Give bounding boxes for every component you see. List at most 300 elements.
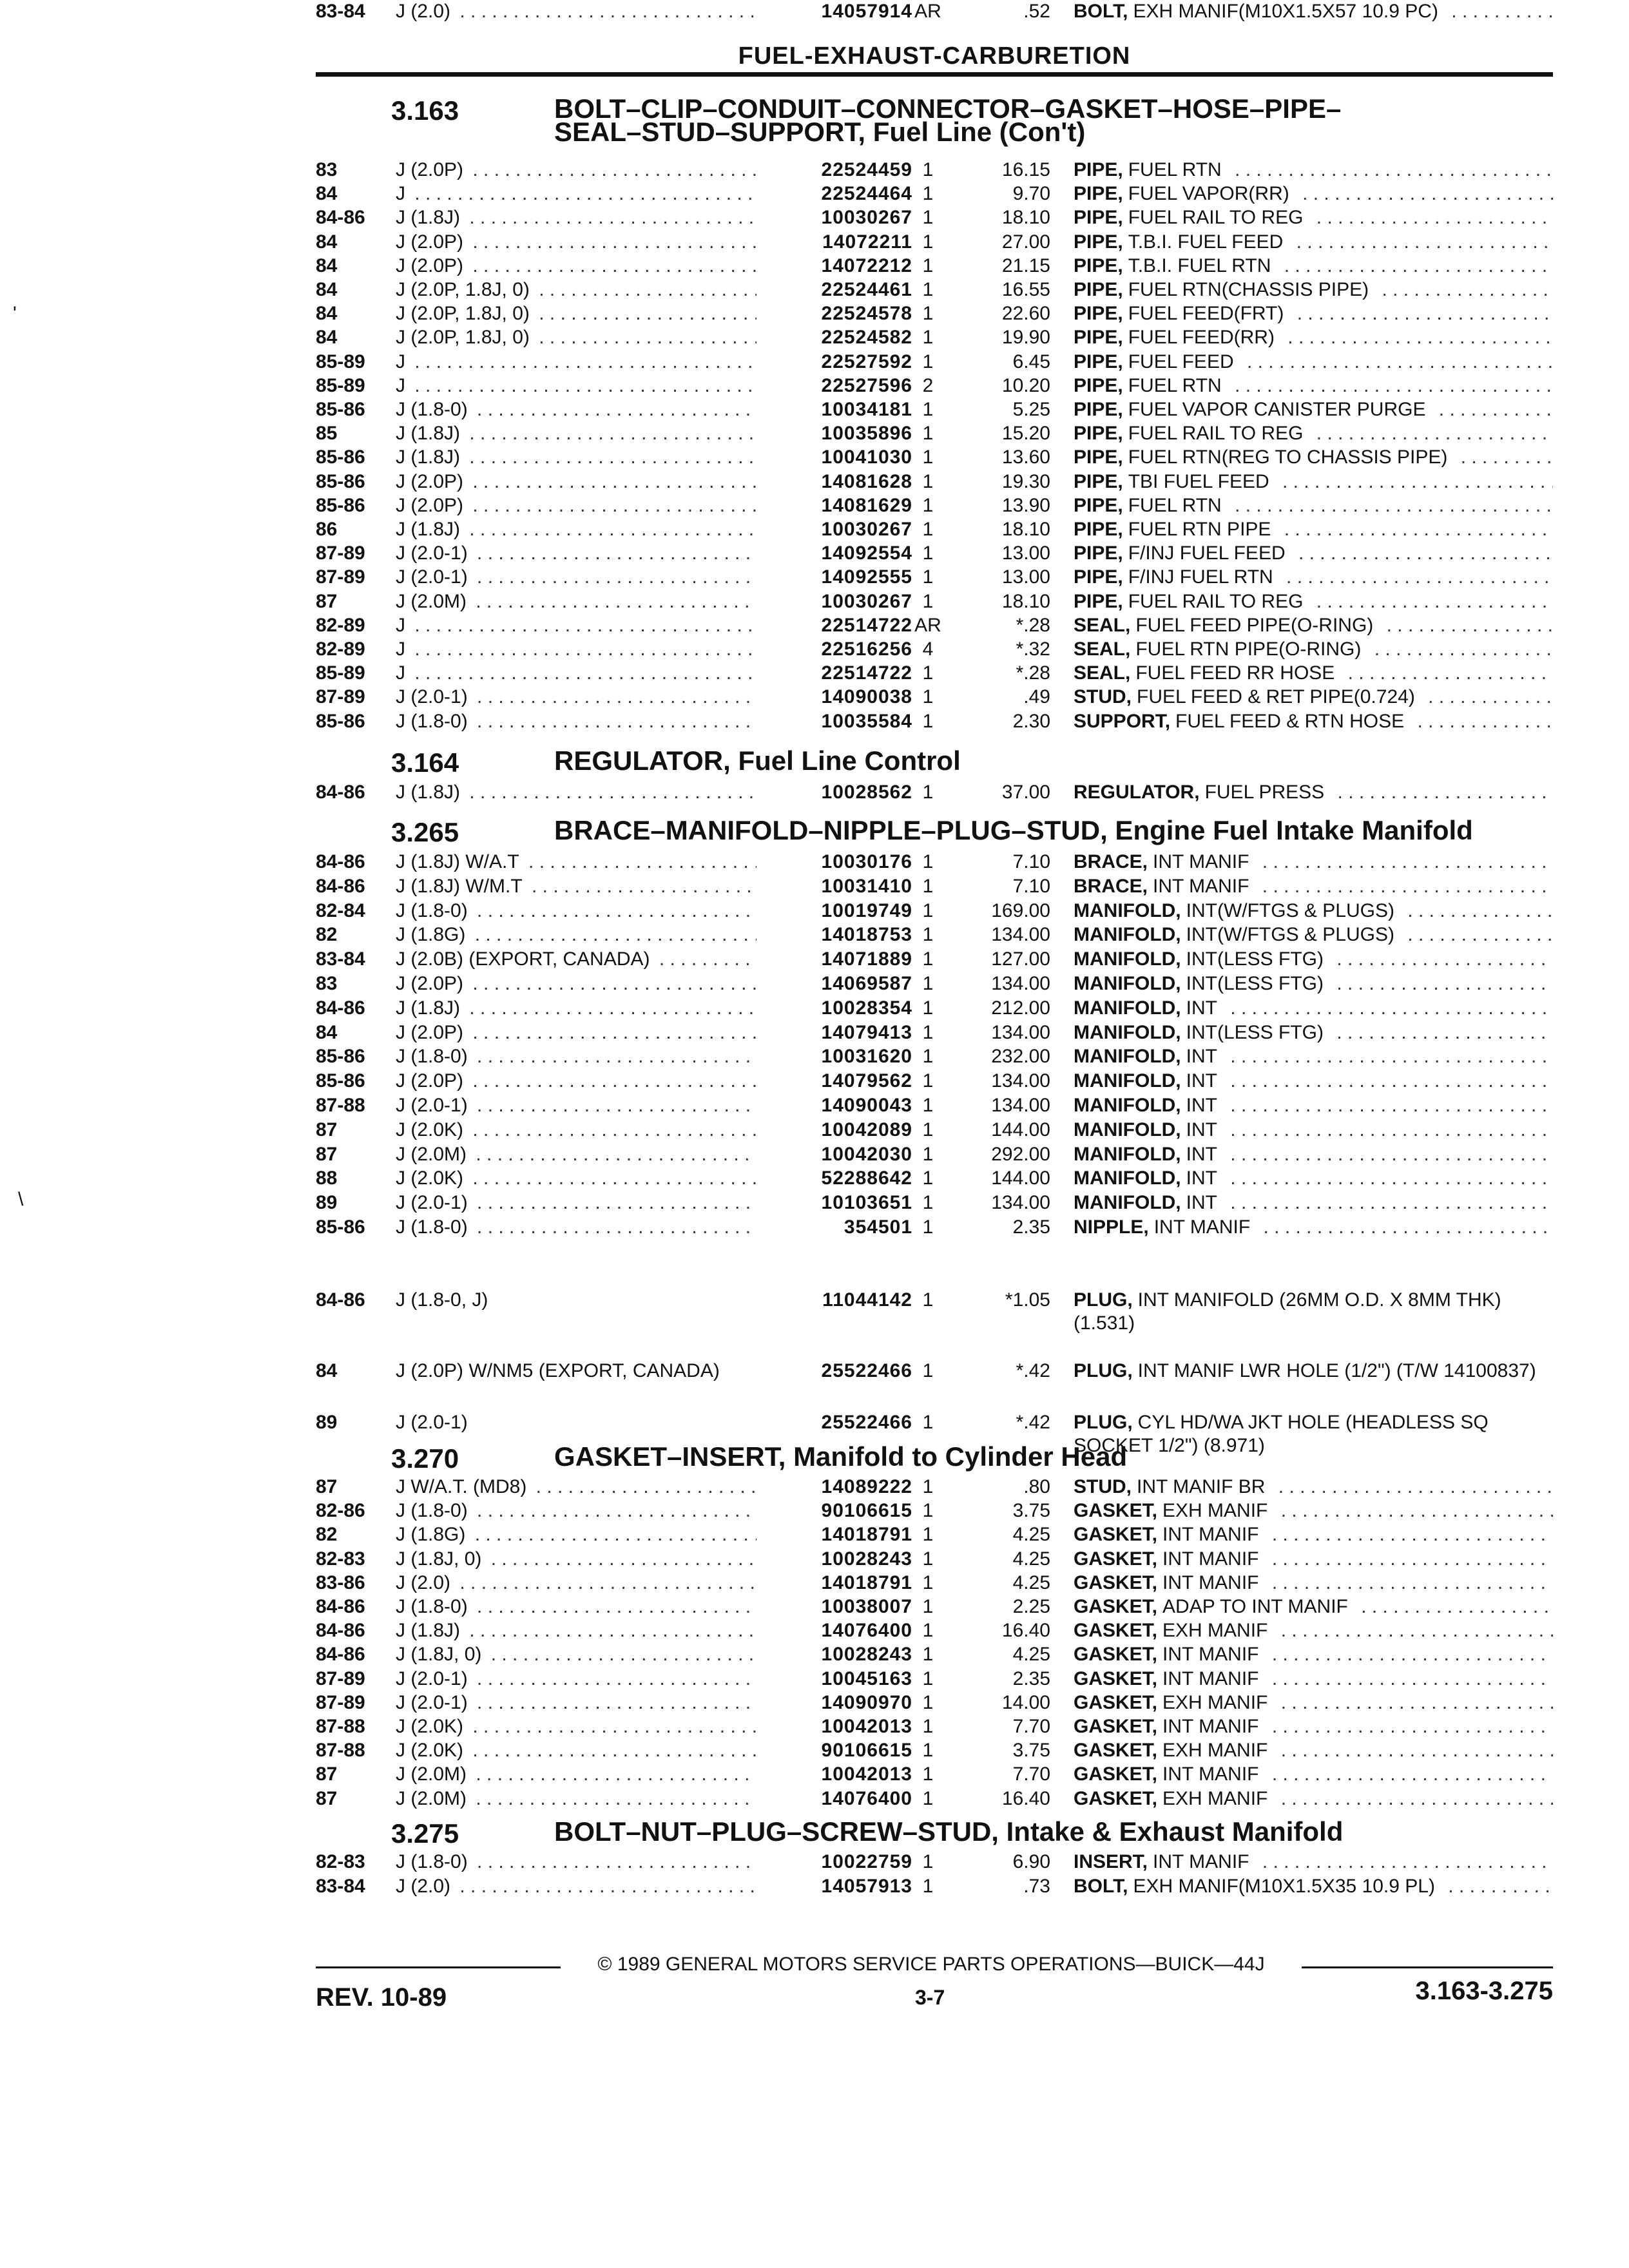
description-detail: INT MANIF	[1157, 1763, 1262, 1785]
description-noun: MANIFOLD,	[1074, 1168, 1181, 1189]
quantity: 1	[922, 948, 934, 970]
description	[1074, 231, 1553, 254]
part-number: 10042013	[821, 1716, 912, 1737]
description	[1074, 1643, 1553, 1666]
price: 13.00	[1001, 543, 1050, 564]
quantity: 1	[922, 899, 934, 921]
section-number: 3.265	[391, 817, 459, 847]
table-row	[0, 1875, 1629, 1898]
model-year: 87	[316, 590, 338, 612]
section-title: GASKET–INSERT, Manifold to Cylinder Head	[554, 1441, 1128, 1472]
description-detail: INT(W/FTGS & PLUGS)	[1181, 924, 1398, 945]
model-year: 85-86	[316, 470, 365, 492]
quantity: 1	[922, 543, 934, 564]
part-number: 22524464	[821, 183, 912, 205]
model-year: 85-86	[316, 1216, 365, 1238]
description	[1074, 302, 1553, 325]
description-detail: INT	[1181, 997, 1221, 1019]
description	[1074, 1619, 1553, 1642]
quantity: 1	[922, 1787, 934, 1809]
description-detail: FUEL RTN(CHASSIS PIPE)	[1123, 279, 1373, 300]
part-number: 10028243	[821, 1644, 912, 1666]
table-row	[0, 374, 1629, 398]
description	[1074, 1763, 1553, 1786]
application: J (2.0P) . . .	[396, 1070, 757, 1093]
description-noun: GASKET,	[1074, 1644, 1158, 1666]
section-number: 3.270	[391, 1443, 459, 1474]
application: J (1.8J) . . .	[396, 422, 757, 445]
description-detail: FUEL RAIL TO REG	[1123, 423, 1307, 444]
model-year: 89	[316, 1192, 338, 1214]
table-row	[0, 1691, 1629, 1715]
table-row	[0, 1787, 1629, 1811]
model-year: 85-86	[316, 494, 365, 516]
description-noun: GASKET,	[1074, 1667, 1158, 1689]
description-detail: FUEL PRESS	[1200, 782, 1329, 803]
table-row	[0, 1143, 1629, 1166]
application: J (1.8J, 0) . . .	[396, 1548, 757, 1571]
description-noun: GASKET,	[1074, 1716, 1158, 1737]
table-row	[0, 997, 1629, 1020]
description-noun: PIPE,	[1074, 470, 1123, 492]
price: 16.15	[1001, 159, 1050, 180]
description	[1074, 446, 1553, 469]
quantity: 1	[922, 1289, 934, 1311]
description	[1074, 542, 1553, 565]
quantity: 1	[922, 1046, 934, 1068]
model-year: 85-86	[316, 399, 365, 420]
application: J (2.0-1)	[396, 1411, 757, 1457]
part-number: 14081629	[821, 494, 912, 516]
part-number: 10041030	[821, 447, 912, 468]
table-row	[0, 875, 1629, 898]
quantity: 1	[922, 924, 934, 946]
description-noun: PIPE,	[1074, 423, 1123, 445]
part-number: 14057913	[821, 1876, 912, 1897]
description-detail: INT	[1181, 1070, 1221, 1091]
quantity: 1	[922, 399, 934, 420]
part-number: 14018791	[821, 1524, 912, 1546]
quantity: 1	[922, 1021, 934, 1043]
model-year: 85-86	[316, 1070, 365, 1092]
part-number: 10035584	[821, 710, 912, 732]
description	[1074, 899, 1553, 923]
description-detail: INT(LESS FTG)	[1181, 1022, 1327, 1043]
application: J (1.8-0) . . .	[396, 1216, 757, 1239]
description	[1074, 1595, 1553, 1619]
part-number: 14018753	[821, 924, 912, 946]
table-row	[0, 1167, 1629, 1190]
description-noun: GASKET,	[1074, 1524, 1158, 1546]
application: J (1.8-0) . . .	[396, 1850, 757, 1874]
application: J (2.0P, 1.8J, 0) . . .	[396, 278, 757, 302]
description-noun: MANIFOLD,	[1074, 1070, 1181, 1092]
application: J . . .	[396, 374, 757, 398]
quantity: 1	[922, 1644, 934, 1666]
description-detail: INT MANIF	[1157, 1716, 1262, 1737]
price: *1.05	[1005, 1289, 1050, 1311]
application: J (1.8J) . . .	[396, 518, 757, 541]
part-number: 14090038	[821, 686, 912, 708]
description-noun: PIPE,	[1074, 279, 1123, 300]
model-year: 84	[316, 255, 338, 276]
part-number: 14092555	[821, 566, 912, 588]
table-row	[0, 494, 1629, 517]
description-noun: SEAL,	[1074, 614, 1131, 636]
application: J (2.0P) . . .	[396, 494, 757, 517]
part-number: 354501	[843, 1216, 912, 1238]
part-number: 14092554	[821, 543, 912, 564]
table-row	[0, 1499, 1629, 1523]
model-year: 84	[316, 303, 338, 325]
description	[1074, 278, 1553, 302]
description	[1074, 590, 1553, 613]
model-year: 84-86	[316, 782, 365, 803]
description	[1074, 850, 1553, 874]
description-noun: MANIFOLD,	[1074, 1095, 1181, 1116]
description-detail: INT	[1181, 1046, 1221, 1067]
model-year: 87-88	[316, 1095, 365, 1116]
model-year: 82	[316, 1524, 338, 1546]
description-detail: FUEL FEED PIPE(O-RING)	[1130, 615, 1377, 636]
description-noun: PIPE,	[1074, 207, 1123, 229]
model-year: 82	[316, 924, 338, 946]
part-number: 10031620	[821, 1046, 912, 1068]
price: 13.60	[1001, 447, 1050, 468]
table-row	[0, 1523, 1629, 1546]
description-noun: PLUG,	[1074, 1412, 1133, 1433]
description	[1074, 1787, 1553, 1811]
quantity: 1	[922, 782, 934, 803]
table-row	[0, 1475, 1629, 1499]
quantity: 1	[922, 997, 934, 1019]
description	[1074, 159, 1553, 182]
application: J (1.8J) . . .	[396, 206, 757, 229]
quantity: 4	[922, 639, 934, 660]
quantity: 1	[922, 1876, 934, 1897]
description	[1074, 1667, 1553, 1691]
footer-page-number: 3-7	[915, 1986, 945, 2009]
price: 4.25	[1012, 1644, 1050, 1666]
quantity: AR	[914, 614, 941, 636]
table-row	[0, 326, 1629, 349]
description-detail: INT	[1181, 1168, 1221, 1189]
part-number: 22516256	[821, 639, 912, 660]
application: J (2.0-1) . . .	[396, 566, 757, 589]
description	[1074, 923, 1553, 947]
table-row	[0, 850, 1629, 874]
footer-rule-right	[1302, 1966, 1553, 1968]
quantity: 1	[922, 1691, 934, 1713]
table-row	[0, 781, 1629, 804]
description-detail: INT MANIF	[1148, 851, 1253, 872]
table-row	[0, 662, 1629, 685]
description	[1074, 351, 1553, 374]
description	[1074, 374, 1553, 398]
table-row	[0, 899, 1629, 923]
description-noun: MANIFOLD,	[1074, 948, 1181, 970]
price: 212.00	[991, 997, 1050, 1019]
part-number: 22527596	[821, 374, 912, 396]
price: 4.25	[1012, 1524, 1050, 1546]
application: J (1.8J) . . .	[396, 1619, 757, 1642]
price: 21.15	[1001, 255, 1050, 276]
quantity: 1	[922, 1596, 934, 1617]
price: 9.70	[1012, 183, 1050, 205]
description	[1074, 1143, 1553, 1166]
description	[1074, 566, 1553, 589]
description	[1074, 686, 1553, 709]
model-year: 84	[316, 183, 338, 205]
model-year: 87-89	[316, 686, 365, 708]
price: .49	[1023, 686, 1050, 708]
application: J (1.8G) . . .	[396, 923, 757, 947]
price: 134.00	[991, 1095, 1050, 1116]
description-noun: SEAL,	[1074, 662, 1131, 684]
table-row	[0, 1360, 1629, 1406]
description	[1074, 1523, 1553, 1546]
description-detail: T.B.I. FUEL FEED	[1123, 231, 1287, 253]
description	[1074, 1571, 1553, 1595]
description-noun: MANIFOLD,	[1074, 1143, 1181, 1165]
description-detail: EXH MANIF	[1157, 1500, 1271, 1521]
quantity: 1	[922, 207, 934, 229]
description	[1074, 1216, 1553, 1239]
application: J (2.0M) . . .	[396, 590, 757, 613]
application: J . . .	[396, 614, 757, 637]
description	[1074, 1691, 1553, 1715]
price: .73	[1023, 1876, 1050, 1897]
price: 16.40	[1001, 1787, 1050, 1809]
description	[1074, 1475, 1553, 1499]
application: J (1.8-0) . . .	[396, 1499, 757, 1523]
application: J (2.0K) . . .	[396, 1739, 757, 1762]
application: J (1.8-0) . . .	[396, 1595, 757, 1619]
margin-mark: \	[18, 1189, 24, 1210]
table-row	[0, 1619, 1629, 1642]
model-year: 84-86	[316, 1620, 365, 1642]
price: 134.00	[991, 1021, 1050, 1043]
model-year: 84-86	[316, 875, 365, 897]
model-year: 83	[316, 973, 338, 994]
description-detail: INT MANIFOLD (26MM O.D. X 8MM THK) (1.531)	[1074, 1289, 1501, 1334]
table-row	[0, 1191, 1629, 1215]
description-detail: INT(LESS FTG)	[1181, 973, 1327, 994]
price: 134.00	[991, 973, 1050, 994]
quantity: 1	[922, 1192, 934, 1214]
quantity: 1	[922, 1216, 934, 1238]
price: 6.45	[1012, 351, 1050, 372]
description-noun: PIPE,	[1074, 255, 1123, 276]
description	[1074, 1167, 1553, 1190]
model-year: 85-89	[316, 351, 365, 372]
description-noun: PIPE,	[1074, 374, 1123, 396]
description-noun: PLUG,	[1074, 1360, 1133, 1381]
description-noun: STUD,	[1074, 1476, 1132, 1497]
margin-mark: '	[13, 303, 17, 324]
page-header: FUEL-EXHAUST-CARBURETION	[738, 43, 1131, 70]
description-noun: PLUG,	[1074, 1289, 1133, 1311]
description-noun: PIPE,	[1074, 351, 1123, 372]
model-year: 87-89	[316, 1667, 365, 1689]
description-noun: REGULATOR,	[1074, 782, 1200, 803]
application: J (2.0-1) . . .	[396, 542, 757, 565]
table-row	[0, 1763, 1629, 1786]
footer-section-range: 3.163-3.275	[1415, 1977, 1553, 2005]
part-number: 10028243	[821, 1548, 912, 1570]
description-detail: INT	[1181, 1192, 1221, 1213]
quantity: 1	[922, 1716, 934, 1737]
description-noun: MANIFOLD,	[1074, 899, 1181, 921]
part-number: 10042030	[821, 1143, 912, 1165]
description-detail: FUEL FEED & RET PIPE(0.724)	[1132, 686, 1419, 707]
part-number: 90106615	[821, 1500, 912, 1522]
quantity: 1	[922, 1070, 934, 1092]
section-number: 3.164	[391, 747, 459, 778]
table-row	[0, 1571, 1629, 1595]
table-row	[0, 182, 1629, 206]
price: 169.00	[991, 899, 1050, 921]
model-year: 85-86	[316, 1046, 365, 1068]
description-noun: MANIFOLD,	[1074, 924, 1181, 946]
price: 7.10	[1012, 875, 1050, 897]
description-detail: FUEL FEED(FRT)	[1123, 303, 1288, 324]
table-row	[0, 1739, 1629, 1762]
application: J (1.8J) W/A.T . . .	[396, 850, 757, 874]
part-number: 10022759	[821, 1851, 912, 1872]
model-year: 87	[316, 1763, 338, 1785]
description-detail: FUEL FEED(RR)	[1123, 327, 1278, 348]
description-noun: PIPE,	[1074, 183, 1123, 205]
description-noun: PIPE,	[1074, 494, 1123, 516]
application: J (2.0) . . .	[396, 1571, 757, 1595]
description	[1074, 470, 1553, 494]
description	[1074, 997, 1553, 1020]
table-row	[0, 972, 1629, 995]
quantity: 1	[922, 1763, 934, 1785]
application: J (2.0P, 1.8J, 0) . . .	[396, 302, 757, 325]
description-detail: INT	[1181, 1095, 1221, 1116]
application: J (2.0M) . . .	[396, 1143, 757, 1166]
description-detail: FUEL VAPOR(RR)	[1123, 183, 1293, 204]
description-detail: FUEL RTN PIPE	[1123, 519, 1275, 540]
quantity: 1	[922, 590, 934, 612]
application: J (1.8G) . . .	[396, 1523, 757, 1546]
part-number: 14081628	[821, 470, 912, 492]
price: *.32	[1016, 639, 1050, 660]
part-number: 14089222	[821, 1476, 912, 1497]
description-detail: INT MANIF	[1157, 1548, 1262, 1570]
section-number: 3.275	[391, 1818, 459, 1849]
table-row	[0, 1094, 1629, 1117]
description-noun: STUD,	[1074, 686, 1132, 708]
quantity: 1	[922, 470, 934, 492]
header-rule	[316, 72, 1553, 77]
description-detail: INT MANIF BR	[1132, 1476, 1269, 1497]
table-row	[0, 446, 1629, 469]
quantity: 1	[922, 1571, 934, 1593]
quantity: 1	[922, 875, 934, 897]
model-year: 83-86	[316, 1571, 365, 1593]
price: 4.25	[1012, 1548, 1050, 1570]
application: J . . .	[396, 662, 757, 685]
price: 2.35	[1012, 1667, 1050, 1689]
description	[1074, 948, 1553, 971]
price: 144.00	[991, 1119, 1050, 1140]
description-detail: EXH MANIF	[1157, 1620, 1271, 1641]
quantity: 1	[922, 1412, 934, 1433]
quantity: 1	[922, 351, 934, 372]
description	[1074, 0, 1553, 23]
description-detail: FUEL RTN PIPE(O-RING)	[1130, 639, 1365, 660]
price: 13.00	[1001, 566, 1050, 588]
quantity: 1	[922, 1095, 934, 1116]
quantity: 1	[922, 1168, 934, 1189]
model-year: 85	[316, 423, 338, 445]
description-noun: MANIFOLD,	[1074, 1192, 1181, 1214]
description-noun: PIPE,	[1074, 231, 1123, 253]
quantity: 1	[922, 1476, 934, 1497]
model-year: 87	[316, 1119, 338, 1140]
price: 5.25	[1012, 399, 1050, 420]
table-row	[0, 1595, 1629, 1619]
table-row	[0, 470, 1629, 494]
model-year: 87-89	[316, 1691, 365, 1713]
description	[1074, 1191, 1553, 1215]
application: J (1.8-0, J)	[396, 1289, 757, 1335]
description-detail: EXH MANIF	[1157, 1788, 1271, 1809]
quantity: 1	[922, 327, 934, 349]
table-row	[0, 1667, 1629, 1691]
description-detail: F/INJ FUEL RTN	[1123, 566, 1277, 588]
quantity: 1	[922, 1851, 934, 1872]
description-detail: INT MANIF	[1148, 876, 1253, 897]
description-noun: PIPE,	[1074, 327, 1123, 349]
description	[1074, 1289, 1553, 1335]
price: 15.20	[1001, 423, 1050, 445]
application: J (2.0M) . . .	[396, 1787, 757, 1811]
price: 2.30	[1012, 710, 1050, 732]
model-year: 87-89	[316, 566, 365, 588]
application: J (1.8J) . . .	[396, 446, 757, 469]
application: J (2.0P) . . .	[396, 255, 757, 278]
price: *.42	[1016, 1412, 1050, 1433]
table-row	[0, 590, 1629, 613]
application: J (2.0P) W/NM5 (EXPORT, CANADA)	[396, 1360, 757, 1406]
price: 127.00	[991, 948, 1050, 970]
table-row	[0, 159, 1629, 182]
description-noun: INSERT,	[1074, 1851, 1148, 1872]
application: J (2.0P) . . .	[396, 231, 757, 254]
part-number: 14076400	[821, 1787, 912, 1809]
model-year: 87-88	[316, 1740, 365, 1762]
description-noun: PIPE,	[1074, 303, 1123, 325]
model-year: 84-86	[316, 207, 365, 229]
description	[1074, 781, 1553, 804]
price: 134.00	[991, 924, 1050, 946]
description	[1074, 1875, 1553, 1898]
description	[1074, 875, 1553, 898]
part-number: 10019749	[821, 899, 912, 921]
application: J . . .	[396, 351, 757, 374]
description-detail: FUEL FEED	[1123, 351, 1238, 372]
description-detail: T.B.I. FUEL RTN	[1123, 255, 1275, 276]
part-number: 22524578	[821, 303, 912, 325]
quantity: 1	[922, 447, 934, 468]
description-detail: EXH MANIF	[1157, 1692, 1271, 1713]
description	[1074, 1070, 1553, 1093]
description-detail: INT MANIF	[1157, 1644, 1262, 1665]
